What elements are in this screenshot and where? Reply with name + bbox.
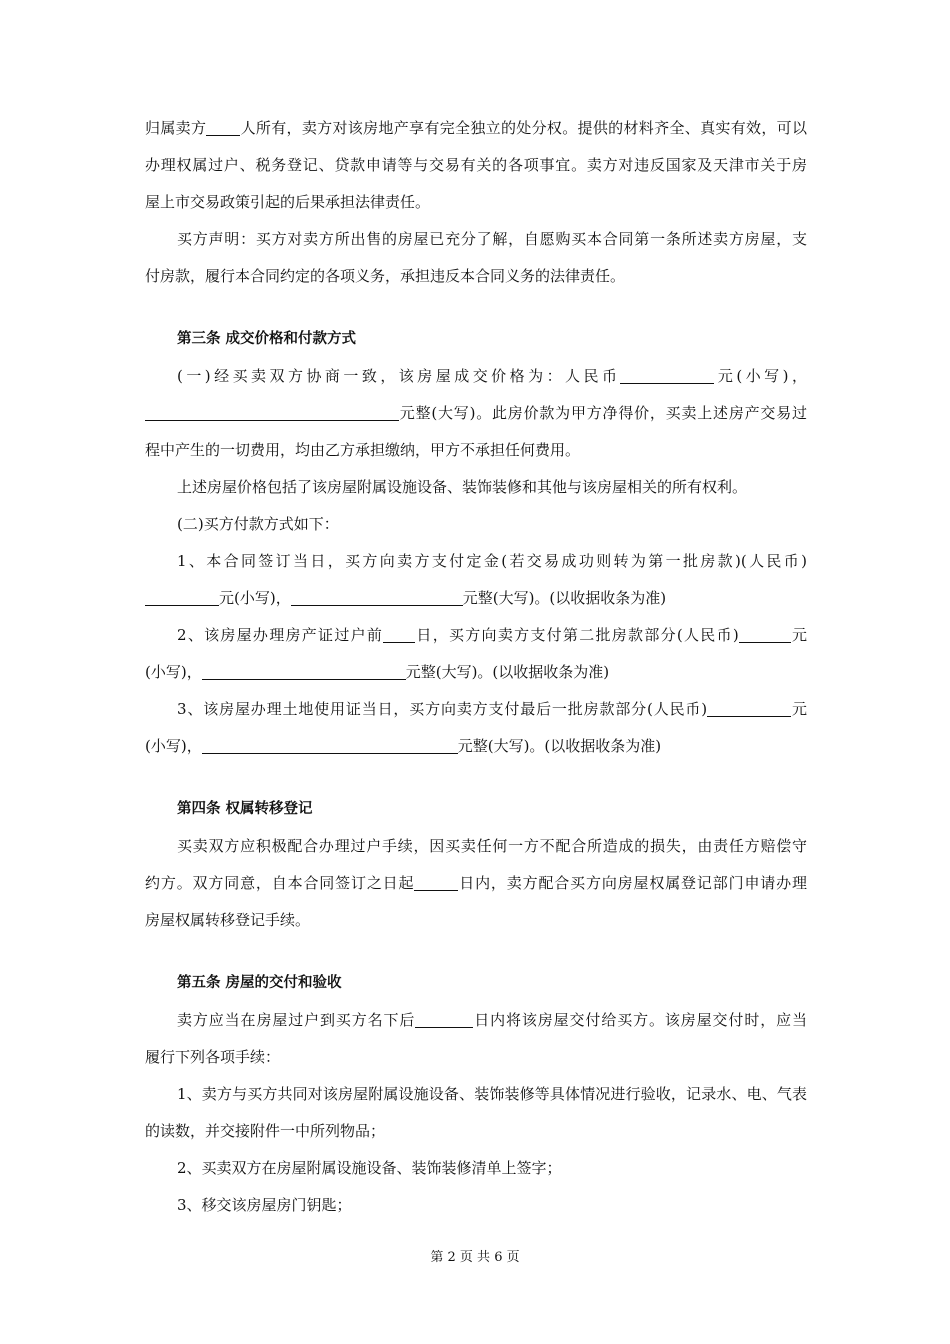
text-run: 3、该房屋办理土地使用证当日，买方向卖方支付最后一批房款部分(人民币)	[177, 700, 708, 718]
text-run: 元(小写)，	[714, 367, 807, 385]
section-gap	[145, 939, 807, 965]
text-run: 元整(大写)。(以收据收条为准)	[462, 589, 667, 607]
blank-days-before-transfer	[383, 626, 415, 643]
para-seller-ownership-line-1	[145, 110, 807, 147]
text-run: 元	[790, 626, 807, 644]
blank-second-payment-lower	[739, 626, 791, 643]
section4-line-1: 买卖双方应积极配合办理过户手续，因买卖任何一方不配合所造成的损失，由责任方赔偿守	[177, 837, 807, 855]
text-run: 元整(大写)。(以收据收条为准)	[405, 663, 610, 681]
text-run: 日内，卖方配合买方向房屋权属登记部门申请办理	[458, 874, 807, 892]
para-buyer-statement-line-2: 付房款，履行本合同约定的各项义务，承担违反本合同义务的法律责任。	[145, 267, 626, 285]
section4-heading: 第四条 权属转移登记	[177, 801, 313, 817]
section5-line-1	[145, 1002, 807, 1039]
text-run: (小写)，	[145, 737, 202, 755]
section5-item-1-line-1: 1、卖方与买方共同对该房屋附属设施设备、装饰装修等具体情况进行验收，记录水、电、气表	[177, 1085, 807, 1103]
page-number-footer: 第 2 页 共 6 页	[430, 1250, 520, 1265]
contract-body	[145, 110, 807, 1224]
blank-final-payment-lower	[707, 700, 791, 717]
text-run: (一)经买卖双方协商一致，该房屋成交价格为：人民币	[177, 367, 621, 385]
blank-registration-days	[414, 874, 458, 891]
para-seller-ownership-line-2: 办理权属过户、税务登记、贷款申请等与交易有关的各项事宜。卖方对违反国家及天津市关于房	[145, 156, 807, 174]
text-run: 元整(大写)。(以收据收条为准)	[457, 737, 662, 755]
payment-2-line-1	[145, 617, 807, 654]
section5-item-3: 3、移交该房屋房门钥匙；	[177, 1196, 352, 1214]
para-seller-ownership-line-3: 屋上市交易政策引起的后果承担法律责任。	[145, 193, 431, 211]
text-run: 日内将该房屋交付给买方。该房屋交付时，应当	[473, 1011, 807, 1029]
blank-final-payment-upper	[202, 737, 458, 754]
section3-heading: 第三条 成交价格和付款方式	[177, 331, 357, 347]
section-gap	[145, 765, 807, 791]
section3-price-line-3: 程中产生的一切费用，均由乙方承担缴纳，甲方不承担任何费用。	[145, 441, 581, 459]
text-run: 归属卖方	[145, 119, 207, 137]
text-run: 元	[791, 700, 807, 718]
payment-1-line-1: 1、本合同签订当日，买方向卖方支付定金(若交易成功则转为第一批房款)(人民币)	[177, 552, 807, 570]
section-gap	[145, 295, 807, 321]
blank-price-upper	[145, 404, 399, 421]
section5-item-1-line-2: 的读数，并交接附件一中所列物品；	[145, 1122, 386, 1140]
payment-2-line-2	[145, 654, 807, 691]
text-run: 卖方应当在房屋过户到买方名下后	[177, 1011, 416, 1029]
text-run: 元(小写)，	[219, 589, 291, 607]
section3-payment-method: (二)买方付款方式如下：	[177, 515, 339, 533]
section5-line-2: 履行下列各项手续：	[145, 1048, 281, 1066]
text-run: 日，买方向卖方支付第二批房款部分(人民币)	[415, 626, 739, 644]
blank-deposit-upper	[291, 589, 463, 606]
payment-1-line-2	[145, 580, 807, 617]
text-run: 2、该房屋办理房产证过户前	[177, 626, 384, 644]
section4-line-3: 房屋权属转移登记手续。	[145, 911, 311, 929]
payment-3-line-2	[145, 728, 807, 765]
blank-delivery-days	[415, 1011, 473, 1028]
text-run: 元整(大写)。此房价款为甲方净得价，买卖上述房产交易过	[399, 404, 807, 422]
blank-second-payment-upper	[202, 663, 406, 680]
blank-owner-count	[206, 119, 240, 136]
section3-price-line-2	[145, 395, 807, 432]
payment-3-line-1	[145, 691, 807, 728]
blank-price-lower	[620, 367, 714, 384]
blank-deposit-lower	[145, 589, 219, 606]
section4-line-2	[145, 865, 807, 902]
text-run: 约方。双方同意，自本合同签订之日起	[145, 874, 415, 892]
text-run: 人所有，卖方对该房地产享有完全独立的处分权。提供的材料齐全、真实有效，可以	[240, 119, 807, 137]
section5-item-2: 2、买卖双方在房屋附属设施设备、装饰装修清单上签字；	[177, 1159, 562, 1177]
section3-price-includes: 上述房屋价格包括了该房屋附属设施设备、装饰装修和其他与该房屋相关的所有权利。	[177, 478, 748, 496]
text-run: (小写)，	[145, 663, 202, 681]
section3-price-line-1	[145, 358, 807, 395]
para-buyer-statement-line-1: 买方声明：买方对卖方所出售的房屋已充分了解，自愿购买本合同第一条所述卖方房屋，支	[177, 230, 807, 248]
section5-heading: 第五条 房屋的交付和验收	[177, 975, 342, 991]
